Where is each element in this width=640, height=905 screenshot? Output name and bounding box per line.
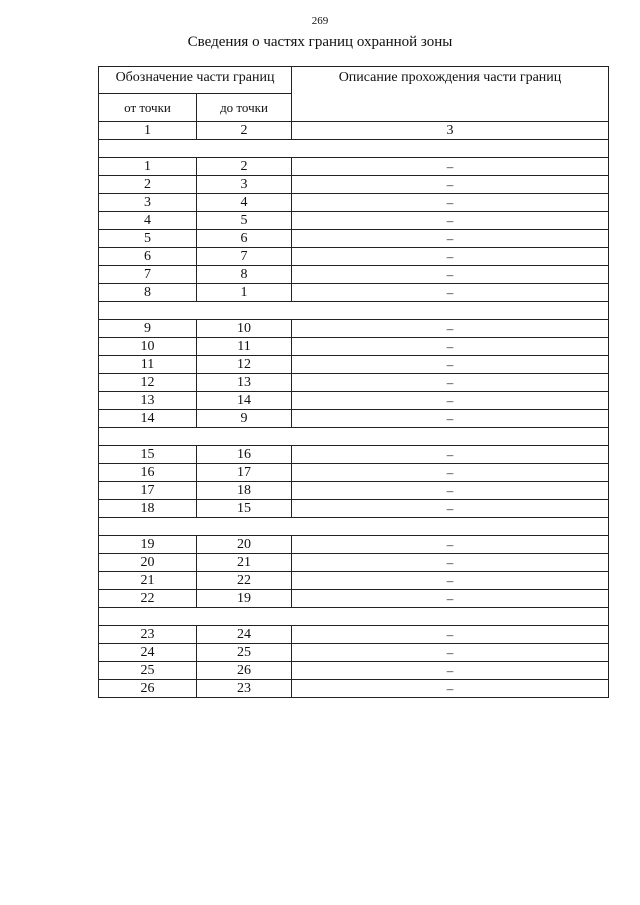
from-point-cell: 8 bbox=[99, 284, 197, 302]
section-separator-cell bbox=[99, 302, 609, 320]
from-point-cell: 17 bbox=[99, 482, 197, 500]
from-point-cell: 11 bbox=[99, 356, 197, 374]
from-point-cell: 22 bbox=[99, 590, 197, 608]
page-title: Сведения о частях границ охранной зоны bbox=[187, 34, 453, 50]
to-point-cell: 11 bbox=[197, 338, 292, 356]
table-row bbox=[99, 680, 609, 698]
description-cell: – bbox=[292, 374, 609, 392]
table-row bbox=[99, 230, 609, 248]
to-point-cell: 22 bbox=[197, 572, 292, 590]
table-row bbox=[99, 554, 609, 572]
to-point-cell: 25 bbox=[197, 644, 292, 662]
from-point-cell: 21 bbox=[99, 572, 197, 590]
from-point-cell: 2 bbox=[99, 176, 197, 194]
section-separator-row bbox=[99, 140, 609, 158]
to-point-cell: 14 bbox=[197, 392, 292, 410]
table-row bbox=[99, 410, 609, 428]
from-point-cell: 18 bbox=[99, 500, 197, 518]
from-point-cell: 15 bbox=[99, 446, 197, 464]
to-point-cell: 8 bbox=[197, 266, 292, 284]
table-row bbox=[99, 284, 609, 302]
to-point-cell: 24 bbox=[197, 626, 292, 644]
section-separator-row bbox=[99, 428, 609, 446]
table-row bbox=[99, 194, 609, 212]
description-cell: – bbox=[292, 248, 609, 266]
to-point-cell: 2 bbox=[197, 158, 292, 176]
header-boundary-designation: Обозначение части границ bbox=[99, 67, 292, 94]
section-separator-cell bbox=[99, 140, 609, 158]
description-cell: – bbox=[292, 284, 609, 302]
description-cell: – bbox=[292, 536, 609, 554]
table-row bbox=[99, 248, 609, 266]
to-point-cell: 7 bbox=[197, 248, 292, 266]
description-cell: – bbox=[292, 644, 609, 662]
from-point-cell: 16 bbox=[99, 464, 197, 482]
table-row bbox=[99, 356, 609, 374]
to-point-cell: 10 bbox=[197, 320, 292, 338]
to-point-cell: 19 bbox=[197, 590, 292, 608]
table-row bbox=[99, 392, 609, 410]
to-point-cell: 16 bbox=[197, 446, 292, 464]
table-row bbox=[99, 212, 609, 230]
table-row bbox=[99, 482, 609, 500]
table-row bbox=[99, 266, 609, 284]
description-cell: – bbox=[292, 626, 609, 644]
table-row bbox=[99, 644, 609, 662]
to-point-cell: 15 bbox=[197, 500, 292, 518]
table-row bbox=[99, 464, 609, 482]
description-cell: – bbox=[292, 590, 609, 608]
description-cell: – bbox=[292, 446, 609, 464]
from-point-cell: 23 bbox=[99, 626, 197, 644]
from-point-cell: 7 bbox=[99, 266, 197, 284]
header-from-point: от точки bbox=[99, 94, 197, 122]
table-row bbox=[99, 158, 609, 176]
to-point-cell: 3 bbox=[197, 176, 292, 194]
description-cell: – bbox=[292, 212, 609, 230]
to-point-cell: 4 bbox=[197, 194, 292, 212]
to-point-cell: 23 bbox=[197, 680, 292, 698]
to-point-cell: 5 bbox=[197, 212, 292, 230]
description-cell: – bbox=[292, 176, 609, 194]
table-body bbox=[99, 140, 609, 698]
section-separator-row bbox=[99, 518, 609, 536]
table-row bbox=[99, 500, 609, 518]
description-cell: – bbox=[292, 392, 609, 410]
description-cell: – bbox=[292, 320, 609, 338]
description-cell: – bbox=[292, 662, 609, 680]
section-separator-cell bbox=[99, 518, 609, 536]
column-number-1: 1 bbox=[99, 122, 197, 140]
section-separator-cell bbox=[99, 608, 609, 626]
to-point-cell: 1 bbox=[197, 284, 292, 302]
table-row bbox=[99, 626, 609, 644]
description-cell: – bbox=[292, 464, 609, 482]
to-point-cell: 18 bbox=[197, 482, 292, 500]
from-point-cell: 4 bbox=[99, 212, 197, 230]
from-point-cell: 12 bbox=[99, 374, 197, 392]
table-row bbox=[99, 590, 609, 608]
from-point-cell: 10 bbox=[99, 338, 197, 356]
from-point-cell: 5 bbox=[99, 230, 197, 248]
description-cell: – bbox=[292, 194, 609, 212]
description-cell: – bbox=[292, 554, 609, 572]
from-point-cell: 19 bbox=[99, 536, 197, 554]
table-row bbox=[99, 662, 609, 680]
table-row bbox=[99, 320, 609, 338]
from-point-cell: 1 bbox=[99, 158, 197, 176]
boundary-parts-table bbox=[98, 66, 609, 698]
description-cell: – bbox=[292, 482, 609, 500]
to-point-cell: 20 bbox=[197, 536, 292, 554]
to-point-cell: 17 bbox=[197, 464, 292, 482]
description-cell: – bbox=[292, 230, 609, 248]
from-point-cell: 13 bbox=[99, 392, 197, 410]
to-point-cell: 13 bbox=[197, 374, 292, 392]
column-number-2: 2 bbox=[197, 122, 292, 140]
from-point-cell: 14 bbox=[99, 410, 197, 428]
to-point-cell: 21 bbox=[197, 554, 292, 572]
to-point-cell: 9 bbox=[197, 410, 292, 428]
table-row bbox=[99, 572, 609, 590]
header-boundary-description: Описание прохождения части границ bbox=[292, 67, 609, 122]
to-point-cell: 12 bbox=[197, 356, 292, 374]
description-cell: – bbox=[292, 338, 609, 356]
description-cell: – bbox=[292, 572, 609, 590]
from-point-cell: 25 bbox=[99, 662, 197, 680]
from-point-cell: 3 bbox=[99, 194, 197, 212]
section-separator-row bbox=[99, 302, 609, 320]
description-cell: – bbox=[292, 410, 609, 428]
from-point-cell: 6 bbox=[99, 248, 197, 266]
table-row bbox=[99, 446, 609, 464]
description-cell: – bbox=[292, 266, 609, 284]
to-point-cell: 26 bbox=[197, 662, 292, 680]
section-separator-cell bbox=[99, 428, 609, 446]
to-point-cell: 6 bbox=[197, 230, 292, 248]
description-cell: – bbox=[292, 500, 609, 518]
from-point-cell: 26 bbox=[99, 680, 197, 698]
section-separator-row bbox=[99, 608, 609, 626]
table-row bbox=[99, 374, 609, 392]
description-cell: – bbox=[292, 158, 609, 176]
table-row bbox=[99, 536, 609, 554]
from-point-cell: 24 bbox=[99, 644, 197, 662]
description-cell: – bbox=[292, 680, 609, 698]
description-cell: – bbox=[292, 356, 609, 374]
table-row bbox=[99, 338, 609, 356]
table-row bbox=[99, 176, 609, 194]
column-number-3: 3 bbox=[292, 122, 609, 140]
from-point-cell: 9 bbox=[99, 320, 197, 338]
page-number: 269 bbox=[311, 15, 329, 27]
header-to-point: до точки bbox=[197, 94, 292, 122]
from-point-cell: 20 bbox=[99, 554, 197, 572]
